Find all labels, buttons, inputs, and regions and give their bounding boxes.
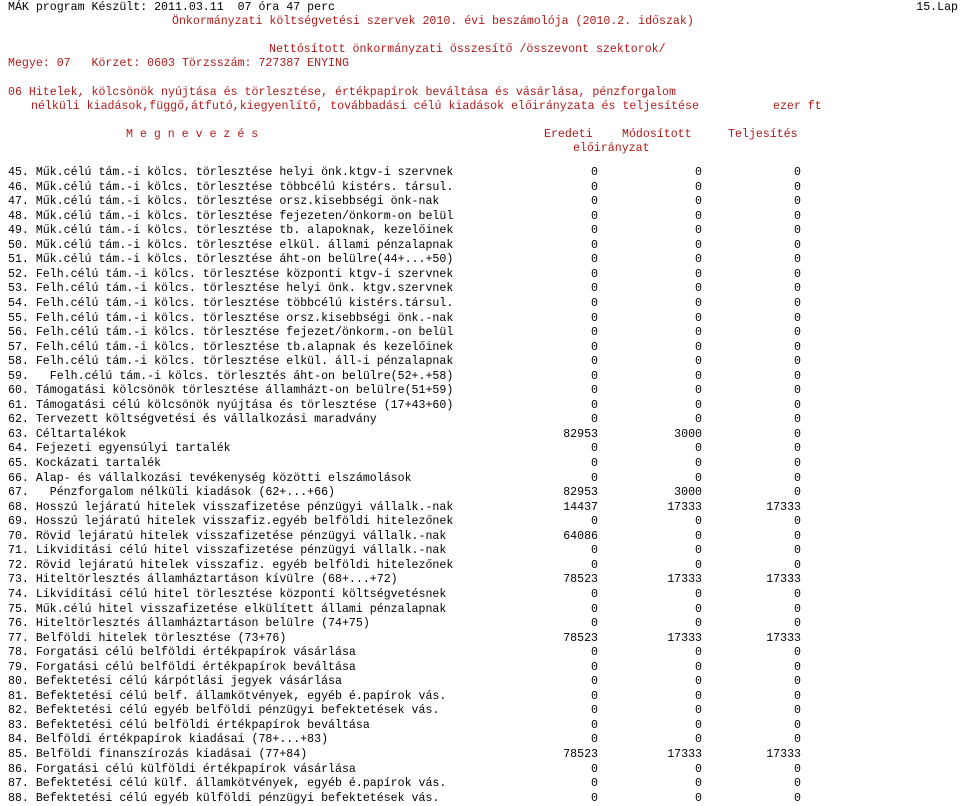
original-value: 0 [591,267,598,281]
row-label: 80. Befektetési célú kárpótlási jegyek vásárlása [8,675,342,689]
modified-value: 0 [695,355,702,369]
table-row [0,166,960,181]
original-value: 0 [591,282,598,296]
modified-value: 17333 [667,573,702,587]
modified-value: 0 [695,558,702,572]
row-label: 77. Belföldi hitelek törlesztése (73+76) [8,631,287,645]
table-row [0,384,960,399]
original-value: 0 [591,704,598,718]
modified-value: 0 [695,791,702,805]
name-column-header: M e g n e v e z é s [126,128,259,141]
original-value: 0 [591,253,598,267]
original-value: 0 [591,326,598,340]
table-row [0,428,960,443]
table-row [0,661,960,676]
row-label: 69. Hosszú lejáratú hitelek visszafiz.egyéb belföldi hitelezőnek [8,515,454,529]
original-value: 0 [591,733,598,747]
fulfilled-value: 0 [794,166,801,179]
row-label: 64. Fejezeti egyensúlyi tartalék [8,442,231,456]
fulfilled-value: 0 [794,267,801,281]
table-row [0,777,960,792]
fulfilled-value: 0 [794,413,801,427]
original-value: 0 [591,224,598,238]
modified-value: 0 [695,180,702,194]
table-row [0,472,960,487]
fulfilled-value: 0 [794,791,801,805]
original-value: 14437 [563,500,598,514]
original-value: 0 [591,384,598,398]
table-row [0,370,960,385]
fulfilled-value: 0 [794,253,801,267]
fulfilled-value: 0 [794,195,801,209]
original-value: 0 [591,762,598,776]
modified-value: 0 [695,296,702,310]
row-label: 63. Céltartalékok [8,427,127,441]
fulfilled-value: 17333 [766,500,801,514]
fulfilled-value: 0 [794,602,801,616]
modified-value: 0 [695,326,702,340]
fulfilled-value: 0 [794,457,801,470]
fulfilled-value: 0 [794,689,801,703]
original-value: 0 [591,471,598,485]
table-row [0,603,960,618]
original-value: 0 [591,413,598,427]
modified-value: 0 [695,646,702,660]
table-row [0,413,960,428]
fulfilled-value: 17333 [766,573,801,587]
original-value: 0 [591,791,598,805]
row-label: 47. Műk.célú tám.-i kölcs. törlesztése orsz.kisebbségi önk-nak [8,195,440,209]
row-label: 70. Rövid lejáratú hitelek visszafizetése pénzügyi vállalk.-nak [8,529,447,543]
fulfilled-value: 0 [794,224,801,238]
row-label: 65. Kockázati tartalék [8,457,162,470]
modified-value: 0 [695,617,702,631]
modified-column-header: Módosított [622,128,692,141]
table-row [0,312,960,327]
fulfilled-value: 0 [794,617,801,631]
row-label: 82. Befektetési célú egyéb belföldi pénzügyi befektetések vás. [8,704,440,718]
original-value: 0 [591,558,598,572]
original-value: 82953 [563,486,598,500]
modified-value: 0 [695,457,702,470]
table-row [0,253,960,268]
modified-value: 0 [695,777,702,791]
row-label: 86. Forgatási célú külföldi értékpapírok vásárlása [8,762,356,776]
original-value: 0 [591,646,598,660]
row-label: 55. Felh.célú tám.-i kölcs. törlesztése orsz.kisebbségi önk.-nak [8,311,454,325]
table-row [0,326,960,341]
table-row [0,748,960,763]
table-row [0,763,960,778]
fulfilled-value: 0 [794,660,801,674]
modified-value: 0 [695,718,702,732]
consolidation-title: Nettósított önkormányzati összesítő /összevont szektorok/ [269,43,666,56]
table-row [0,341,960,356]
modified-value: 0 [695,733,702,747]
table-row [0,733,960,748]
row-label: 88. Befektetési célú egyéb külföldi pénzügyi befektetések vás. [8,791,440,805]
modified-value: 0 [695,471,702,485]
row-label: 67. Pénzforgalom nélküli kiadások (62+...+66) [8,486,335,500]
table-row [0,573,960,588]
original-value: 78523 [563,573,598,587]
modified-value: 0 [695,166,702,179]
original-value: 0 [591,617,598,631]
row-label: 52. Felh.célú tám.-i kölcs. törlesztése központi ktgv-i szervnek [8,267,454,281]
modified-value: 0 [695,398,702,412]
row-label: 53. Felh.célú tám.-i kölcs. törlesztése helyi önk. ktgv.szervnek [8,282,454,296]
original-value: 0 [591,515,598,529]
modified-value: 0 [695,587,702,601]
table-row [0,239,960,254]
table-row [0,559,960,574]
fulfilled-value: 0 [794,558,801,572]
original-value: 0 [591,587,598,601]
table-row [0,195,960,210]
row-label: 72. Rövid lejáratú hitelek visszafiz. egyéb belföldi hitelezőnek [8,558,454,572]
modified-value: 0 [695,369,702,383]
fulfilled-value: 0 [794,587,801,601]
row-label: 59. Felh.célú tám.-i kölcs. törlesztés áht-on belülre(52+.+58) [8,369,454,383]
row-label: 49. Műk.célú tám.-i kölcs. törlesztése tb. alapoknak, kezelőinek [8,224,454,238]
row-label: 58. Felh.célú tám.-i kölcs. törlesztése elkül. áll-i pénzalapnak [8,355,454,369]
modified-value: 0 [695,544,702,558]
original-value: 78523 [563,631,598,645]
modified-value: 0 [695,253,702,267]
unit-label: ezer ft [773,100,822,113]
row-label: 57. Felh.célú tám.-i kölcs. törlesztése tb.alapnak és kezelőinek [8,340,454,354]
modified-value: 3000 [674,427,702,441]
program-info: MÁK program Készült: 2011.03.11 07 óra 47 perc [8,1,335,14]
fulfilled-value: 17333 [766,748,801,761]
row-label: 73. Hiteltörlesztés államháztartáson kívülre (68+...+72) [8,573,398,587]
modified-value: 0 [695,384,702,398]
table-row [0,268,960,283]
table-row [0,442,960,457]
fulfilled-value: 0 [794,529,801,543]
table-row [0,646,960,661]
row-label: 81. Befektetési célú belf. államkötvények, egyéb é.papírok vás. [8,689,447,703]
row-label: 51. Műk.célú tám.-i kölcs. törlesztése áht-on belülre(44+...+50) [8,253,454,267]
modified-value: 17333 [667,631,702,645]
original-value: 0 [591,689,598,703]
modified-value: 17333 [667,500,702,514]
row-label: 87. Befektetési célú külf. államkötvények, egyéb é.papírok vás. [8,777,447,791]
row-label: 56. Felh.célú tám.-i kölcs. törlesztése fejezet/önkorm.-on belül [8,326,454,340]
modified-value: 0 [695,282,702,296]
original-value: 0 [591,195,598,209]
section-title-line2: nélküli kiadások,függő,átfutó,kiegyenlítő, továbbadási célú kiadások előirányzata és teljesítése [31,100,699,113]
row-label: 85. Belföldi finanszírozás kiadásai (77+84) [8,748,308,761]
original-value: 0 [591,660,598,674]
table-row [0,210,960,225]
modified-value: 0 [695,704,702,718]
original-value: 0 [591,675,598,689]
table-row [0,297,960,312]
table-row [0,399,960,414]
table-row [0,355,960,370]
row-label: 71. Likviditási célú hitel visszafizetése pénzügyi vállalk.-nak [8,544,447,558]
original-value: 0 [591,457,598,470]
original-value: 0 [591,777,598,791]
fulfilled-value: 0 [794,369,801,383]
fulfilled-value: 0 [794,544,801,558]
fulfilled-value: 0 [794,515,801,529]
original-value: 0 [591,355,598,369]
table-row [0,690,960,705]
original-value: 0 [591,442,598,456]
row-label: 68. Hosszú lejáratú hitelek visszafizetése pénzügyi vállalk.-nak [8,500,454,514]
fulfilled-value: 0 [794,311,801,325]
original-value: 0 [591,369,598,383]
modified-value: 0 [695,209,702,223]
fulfilled-value: 0 [794,646,801,660]
modified-value: 0 [695,660,702,674]
fulfilled-value: 0 [794,209,801,223]
modified-value: 0 [695,442,702,456]
report-title: Önkormányzati költségvetési szervek 2010. évi beszámolója (2010.2. időszak) [172,15,694,28]
row-label: 48. Műk.célú tám.-i kölcs. törlesztése fejezeten/önkorm-on belül [8,209,454,223]
table-row [0,457,960,472]
modified-value: 0 [695,340,702,354]
original-value: 0 [591,296,598,310]
table-row [0,486,960,501]
table-row [0,719,960,734]
row-label: 78. Forgatási célú belföldi értékpapírok vásárlása [8,646,356,660]
original-value: 0 [591,209,598,223]
row-label: 75. Műk.célú hitel visszafizetése elkülített állami pénzalapnak [8,602,447,616]
row-label: 83. Befektetési célú belföldi értékpapírok beváltása [8,718,370,732]
modified-value: 0 [695,311,702,325]
fulfilled-value: 0 [794,326,801,340]
fulfilled-value: 0 [794,282,801,296]
modified-value: 0 [695,675,702,689]
fulfilled-value: 0 [794,180,801,194]
fulfilled-value: 0 [794,718,801,732]
modified-value: 0 [695,689,702,703]
original-value: 64086 [563,529,598,543]
fulfilled-value: 0 [794,398,801,412]
fulfilled-value: 0 [794,296,801,310]
table-row [0,282,960,297]
row-label: 62. Tervezett költségvetési és vállalkozási maradvány [8,413,377,427]
fulfilled-value: 0 [794,704,801,718]
original-value: 82953 [563,427,598,441]
fulfilled-value: 0 [794,471,801,485]
row-label: 79. Forgatási célú belföldi értékpapírok beváltása [8,660,356,674]
row-label: 61. Támogatási célú kölcsönök nyújtása és törlesztése (17+43+60) [8,398,454,412]
original-value: 78523 [563,748,598,761]
page-number: 15.Lap [916,1,958,14]
original-value: 0 [591,544,598,558]
original-column-header: Eredeti [544,128,593,141]
modified-value: 0 [695,238,702,252]
fulfilled-value: 0 [794,355,801,369]
table-row [0,704,960,719]
original-value: 0 [591,166,598,179]
modified-value: 0 [695,762,702,776]
fulfilled-value: 0 [794,427,801,441]
location-info: Megye: 07 Körzet: 0603 Törzsszám: 727387 ENYING [8,57,349,70]
fulfilled-value: 0 [794,238,801,252]
fulfilled-value: 0 [794,340,801,354]
modified-value: 0 [695,602,702,616]
modified-value: 3000 [674,486,702,500]
original-column-subheader: előirányzat [573,142,650,155]
table-row [0,617,960,632]
modified-value: 0 [695,267,702,281]
modified-value: 0 [695,195,702,209]
table-row [0,224,960,239]
fulfilled-value: 0 [794,762,801,776]
original-value: 0 [591,340,598,354]
row-label: 76. Hiteltörlesztés államháztartáson belülre (74+75) [8,617,370,631]
original-value: 0 [591,602,598,616]
table-row [0,501,960,516]
row-label: 46. Műk.célú tám.-i kölcs. törlesztése többcélú kistérs. társul. [8,180,454,194]
row-label: 84. Belföldi értékpapírok kiadásai (78+...+83) [8,733,329,747]
modified-value: 0 [695,529,702,543]
fulfilled-value: 0 [794,384,801,398]
row-label: 50. Műk.célú tám.-i kölcs. törlesztése elkül. állami pénzalapnak [8,238,454,252]
original-value: 0 [591,180,598,194]
row-label: 74. Likviditási célú hitel törlesztése központi költségvetésnek [8,587,447,601]
fulfilled-value: 0 [794,442,801,456]
fulfilled-value: 17333 [766,631,801,645]
modified-value: 0 [695,224,702,238]
original-value: 0 [591,238,598,252]
fulfilled-value: 0 [794,486,801,500]
table-row [0,530,960,545]
table-row [0,588,960,603]
fulfilled-value: 0 [794,777,801,791]
row-label: 54. Felh.célú tám.-i kölcs. törlesztése többcélú kistérs.társul. [8,296,454,310]
original-value: 0 [591,311,598,325]
original-value: 0 [591,718,598,732]
fulfilled-value: 0 [794,675,801,689]
modified-value: 0 [695,413,702,427]
table-row [0,181,960,196]
row-label: 60. Támogatási kölcsönök törlesztése államházt-on belülre(51+59) [8,384,454,398]
table-row [0,675,960,690]
table-row [0,515,960,530]
table-row [0,792,960,806]
section-title-line1: 06 Hitelek, kölcsönök nyújtása és törlesztése, értékpapírok beváltása és vásárlása, pénzforgalom [8,86,676,99]
fulfilled-column-header: Teljesítés [728,128,798,141]
row-label: 66. Alap- és vállalkozási tevékenység közötti elszámolások [8,471,412,485]
modified-value: 0 [695,515,702,529]
fulfilled-value: 0 [794,733,801,747]
original-value: 0 [591,398,598,412]
row-label: 45. Műk.célú tám.-i kölcs. törlesztése helyi önk.ktgv-i szervnek [8,166,454,179]
modified-value: 17333 [667,748,702,761]
table-row [0,632,960,647]
table-row [0,544,960,559]
